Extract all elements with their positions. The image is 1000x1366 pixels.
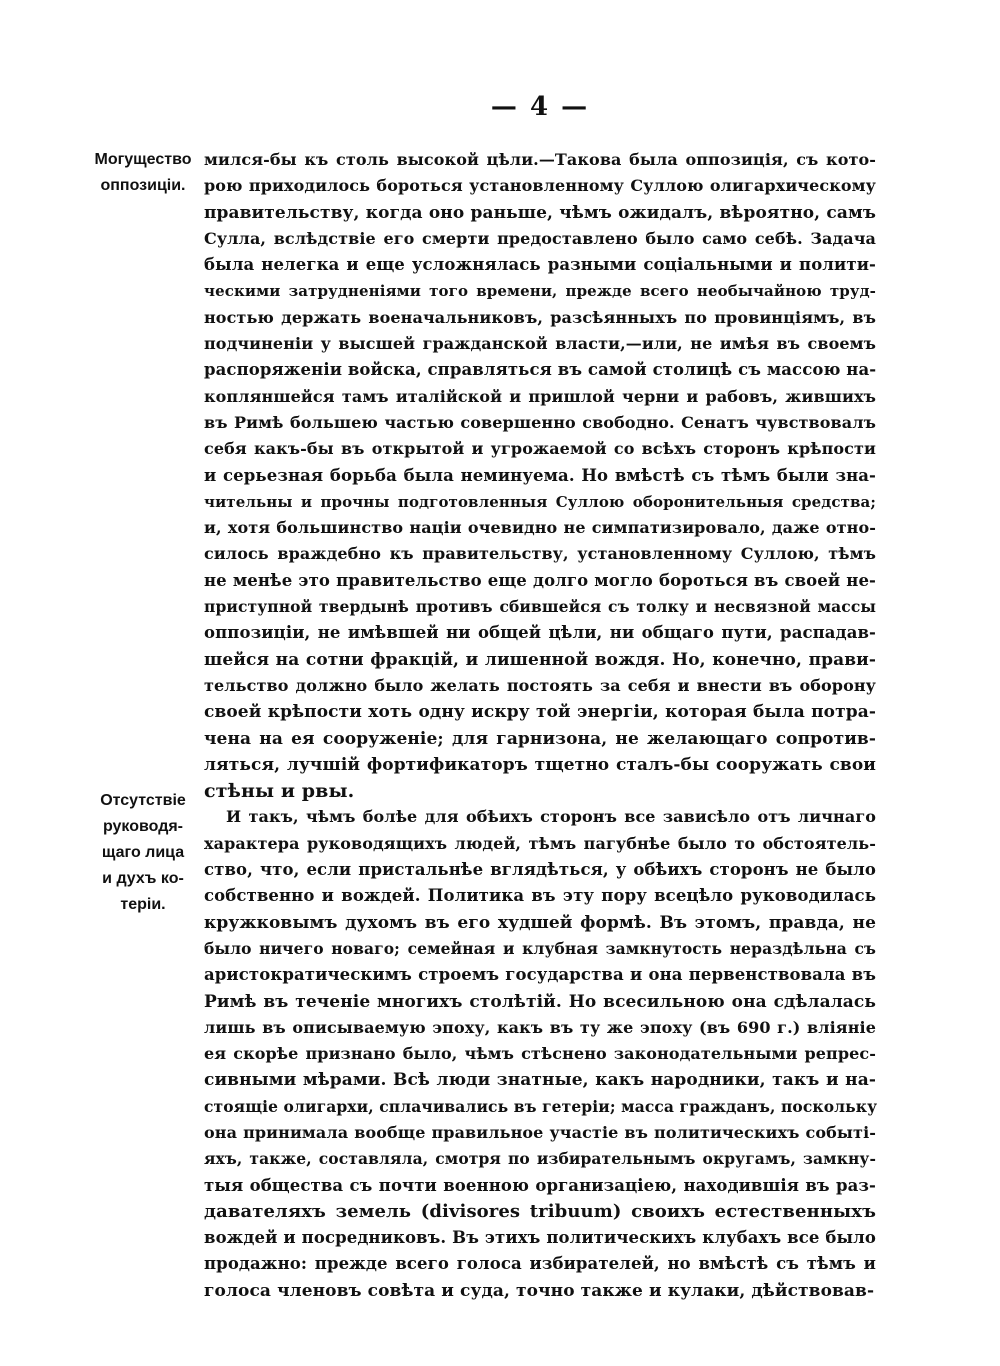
text-line: была нелегка и еще усложнялась разными соціальными и полити- [204, 255, 876, 275]
text-line: рою приходилось бороться установленному Суллою олигархическому [204, 176, 876, 196]
text-line: силось враждебно къ правительству, установленному Суллою, тѣмъ [204, 544, 876, 564]
text-line: себя какъ-бы въ открытой и угрожаемой со всѣхъ сторонъ крѣпости [204, 439, 876, 459]
text-line: распоряженіи войска, справляться въ самой столицѣ съ массою на- [204, 360, 877, 380]
text-line: было ничего новаго; семейная и клубная замкнутость нераздѣльна съ [204, 938, 876, 958]
text-line: чительны и прочны подготовленныя Суллою оборонительныя средства; [204, 492, 876, 511]
margin-note-line: и духъ ко- [102, 870, 184, 887]
text-line: тыя общества съ почти военною организаціею, находившія въ раз- [204, 1175, 876, 1195]
text-line: стѣны и рвы. [204, 780, 355, 803]
text-line: своей крѣпости хоть одну искру той энергіи, которая была потра- [204, 702, 876, 723]
text-line: ческими затрудненіями того времени, прежде всего необычайною труд- [204, 282, 876, 301]
text-line: вождей и посредниковъ. Въ этихъ политическихъ клубахъ все было [204, 1228, 876, 1248]
text-line: И такъ, чѣмъ болѣе для обѣихъ сторонъ все зависѣло отъ личнаго [226, 807, 876, 827]
text-line: она принимала вообще правильное участіе въ политическихъ событі- [204, 1122, 876, 1142]
text-line: правительству, когда оно раньше, чѣмъ ожидалъ, вѣроятно, самъ [204, 202, 876, 223]
margin-note-line: руководя- [102, 818, 184, 835]
text-line: не менѣе это правительство еще долго могло бороться въ своей не- [204, 570, 876, 590]
paragraph [204, 147, 876, 804]
text-line: кружковымъ духомъ въ его худшей формѣ. Въ этомъ, правда, не [204, 912, 876, 933]
text-line: лишь въ описываемую эпоху, какъ въ ту же эпоху (въ 690 г.) вліяніе [204, 1017, 876, 1037]
margin-note-line: щаго лица [101, 844, 185, 861]
text-line: Римѣ въ теченіе многихъ столѣтій. Но всесильною она сдѣлалась [204, 991, 876, 1012]
text-line: ство, что, если пристальнѣе вглядѣться, у обѣихъ сторонъ не было [204, 860, 876, 880]
text-line: мился-бы къ столь высокой цѣли.—Такова была оппозиція, съ кото- [204, 150, 876, 169]
margin-note-line: Отсутствіе [100, 792, 186, 809]
text-line: сивными мѣрами. Всѣ люди знатные, какъ народники, такъ и на- [204, 1070, 876, 1091]
text-line: продажно: прежде всего голоса избирателей, но вмѣстѣ съ тѣмъ и [204, 1254, 876, 1274]
text-line: ностью держать военачальниковъ, разсѣянныхъ по провинціямъ, въ [204, 307, 876, 327]
margin-note-absence-of-leader [84, 788, 202, 918]
text-line: копляншейся тамъ италійской и пришлой черни и рабовъ, жившихъ [204, 386, 876, 406]
margin-note-line: Могущество [94, 151, 192, 168]
margin-note-line: оппозиціи. [100, 177, 186, 194]
text-line: давателяхъ земель (divisores tribuum) своихъ естественныхъ [204, 1200, 876, 1222]
text-line: аристократическимъ строемъ государства и она первенствовала въ [204, 965, 876, 985]
text-line: тельство должно было желать постоять за себя и внести въ оборону [204, 675, 876, 695]
text-line: оппозиціи, не имѣвшей ни общей цѣли, ни общаго пути, распадав- [204, 623, 876, 643]
text-line: чена на ея сооруженіе; для гарнизона, не желающаго сопротив- [204, 728, 876, 749]
text-line: въ Римѣ большею частью совершенно свободно. Сенатъ чувствовалъ [204, 412, 876, 432]
text-line: и серьезная борьба была неминуема. Но вмѣстѣ съ тѣмъ были зна- [204, 465, 876, 485]
text-line: яхъ, также, составляла, смотря по избирательнымъ округамъ, замкну- [204, 1149, 876, 1169]
text-line: подчиненіи у высшей гражданской власти,—или, не имѣя въ своемъ [204, 334, 876, 354]
text-line: Сулла, вслѣдствіе его смерти предоставлено было само себѣ. Задача [204, 228, 876, 248]
page-number: — 4 — [490, 92, 590, 122]
body-text [204, 147, 876, 1304]
text-line: приступной твердынѣ противъ сбившейся съ толку и несвязной массы [204, 597, 876, 617]
margin-note-opposition-power [84, 147, 202, 199]
text-line: стоящіе олигархи, сплачивались въ гетеріи; масса гражданъ, поскольку [204, 1096, 878, 1116]
paragraph [204, 804, 876, 1304]
text-line: характера руководящихъ людей, тѣмъ пагубнѣе было то обстоятель- [204, 833, 876, 853]
text-line: ляться, лучшій фортификаторъ тщетно сталъ-бы сооружать свои [204, 754, 876, 775]
text-line: шейся на сотни фракцій, и лишенной вождя. Но, конечно, прави- [204, 649, 876, 670]
text-line: собственно и вождей. Политика въ эту пору всецѣло руководилась [204, 886, 876, 906]
text-line: ея скорѣе признано было, чѣмъ стѣснено законодательными репрес- [204, 1044, 876, 1064]
text-line: голоса членовъ совѣта и суда, точно также и кулаки, дѣйствовав- [204, 1280, 875, 1301]
text-line: и, хотя большинство націи очевидно не симпатизировало, даже отно- [204, 518, 876, 538]
margin-note-line: теріи. [120, 896, 166, 913]
